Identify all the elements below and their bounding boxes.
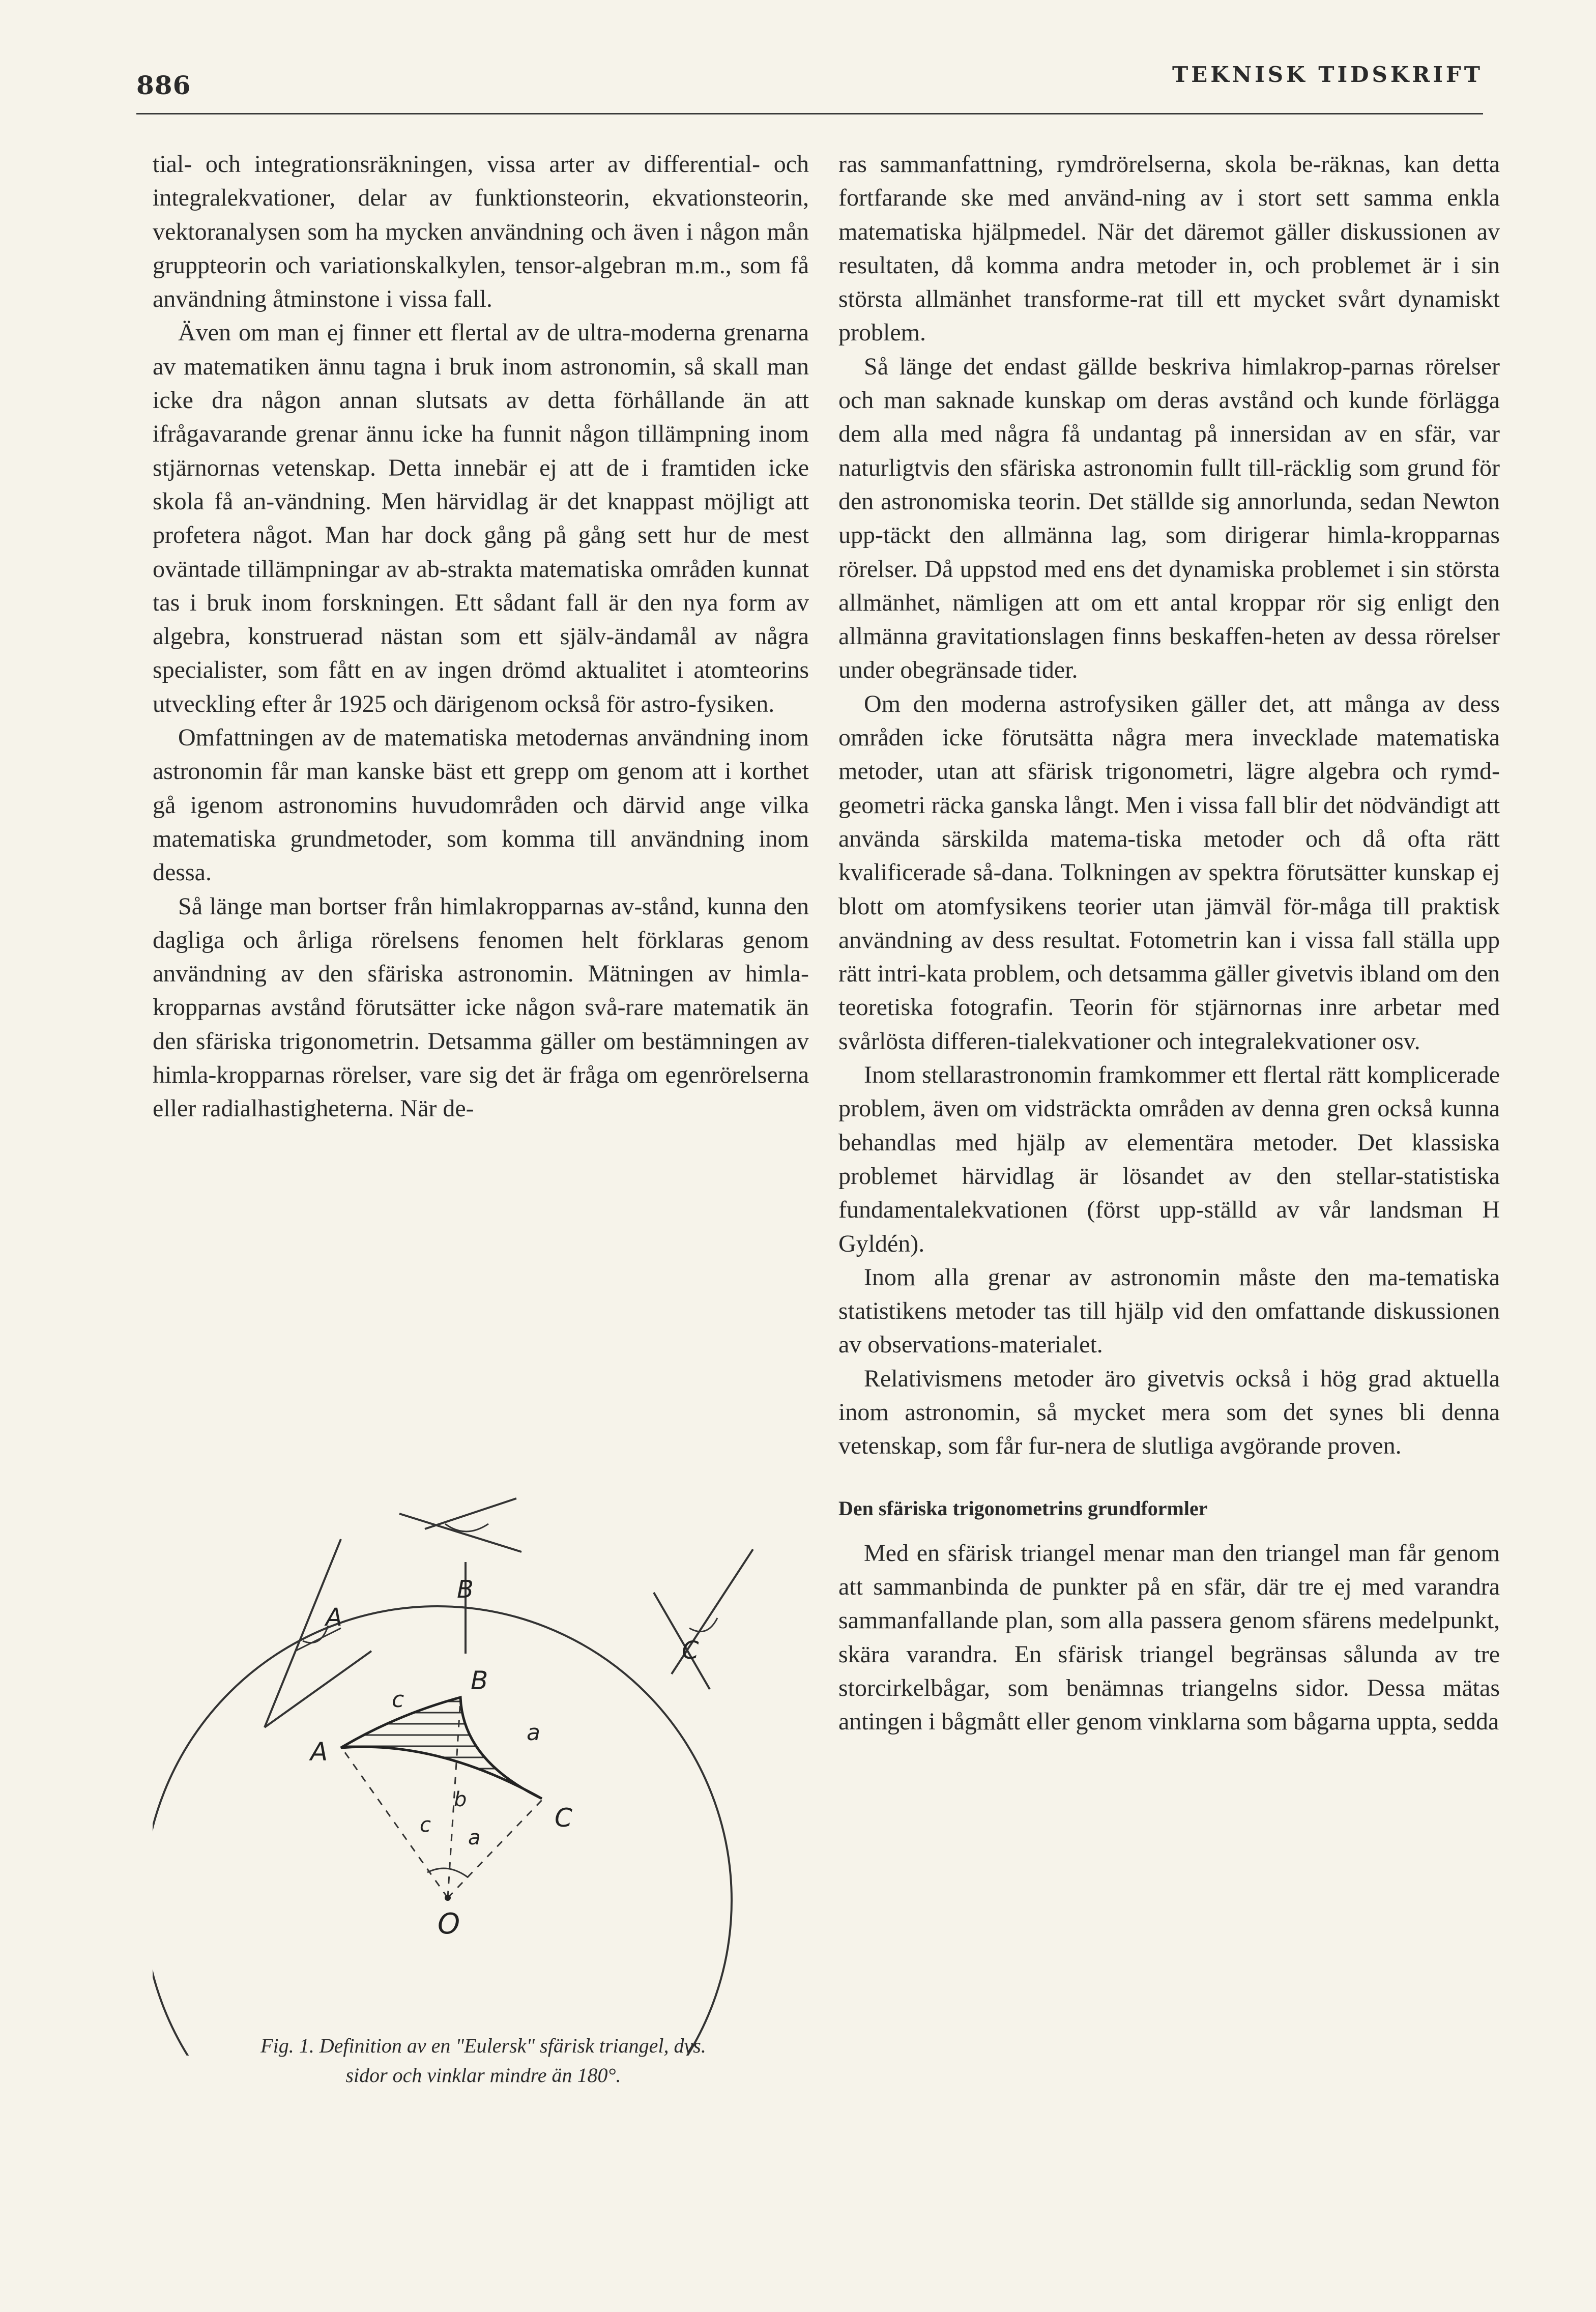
page-number: 886: [136, 70, 191, 100]
section-heading: Den sfäriska trigonometrins grundformler: [838, 1496, 1208, 1520]
figure-caption: [153, 2031, 814, 2090]
label-angle-c: C: [682, 1636, 699, 1665]
paragraph: Så länge man bortser från himlakropparnas av-stånd, kunna den dagliga och årliga rörelsens fenomen helt förklaras genom användning av den sfäriska astronomin. Mätningen av himla-kropparnas avstånd förutsätter icke någon svå-rare matematik än den sfäriska trigonometrin. Detsamma gäller om bestämningen av himla-kropparnas rörelser, vare sig det är fråga om egenrörelserna eller radialhastigheterna. När de-: [153, 892, 809, 1122]
sphere-outline: [153, 1606, 732, 2056]
paragraph: Även om man ej finner ett flertal av de ultra-moderna grenarna av matematiken ännu tagna i bruk inom astronomin, så skall man icke dra någon annan slutsats av detta förhållande än att ifrågavarande grenar ännu icke ha funnit någon tillämpning inom stjärnornas vetenskap. Detta innebär ej att de i framtiden icke skola få an-vändning. Men härvidlag är det knappast möjligt att profetera något. Man har dock gång på gång sett hur de mest oväntade tillämpningar av ab-strakta matematiska områden kunnat tas i bruk inom forskningen. Ett sådant fall är den nya form av algebra, konstruerad nästan som ett själv-ändamål av några specialister, som fått en av ingen drömd aktualitet i atomteorins utveckling efter år 1925 och därigenom också för astro-fysiken.: [153, 319, 809, 717]
label-angle-a: A: [326, 1603, 342, 1632]
label-vertex-c: C: [555, 1803, 572, 1833]
journal-title: TEKNISK TIDSKRIFT: [1172, 62, 1483, 87]
header-rule: [136, 113, 1483, 114]
label-angle-b: B: [457, 1575, 474, 1604]
label-center-o: O: [438, 1908, 460, 1941]
paragraph: Omfattningen av de matematiska metodernas användning inom astronomin får man kanske bäst ett grepp om genom att i korthet gå igenom astronomins huvudområden och därvid ange vilka matematiska grundmetoder, som komma till användning inom dessa.: [153, 724, 809, 886]
spherical-triangle-abc: [341, 1697, 542, 1799]
paragraph: Relativismens metoder äro givetvis också i hög grad aktuella inom astronomin, så mycket mera som det synes bli denna vetenskap, som får fur-nera de slutliga avgörande proven.: [838, 1365, 1500, 1460]
paragraph: Med en sfärisk triangel menar man den triangel man får genom att sammanbinda de punkter på en sfär, där tre ej med varandra sammanfallande plan, som alla passera genom sfärens medelpunkt, skära varandra. En sfärisk triangel begränsas sålunda av tre storcirkelbågar, som benämnas triangelns sidor. Dessa mätas antingen i bågmått eller genom vinklarna som bågarna uppta, sedda: [838, 1539, 1500, 1736]
paragraph: tial- och integrationsräkningen, vissa arter av differential- och integralekvationer, delar av funktionsteorin, ekvationsteorin, vektoranalysen som ha mycken användning och även i någon mån gruppteorin och variationskalkylen, tensor-algebran m.m., som få användning åtminstone i vissa fall.: [153, 151, 809, 313]
paragraph: Inom stellarastronomin framkommer ett flertal rätt komplicerade problem, även om vidsträckta områden av denna gren också kunna behandlas med hjälp av elementära metoder. Det klassiska problemet härvidlag är lösandet av den stellar-statistiska fundamentalekvationen (först upp-ställd av vår landsman H Gyldén).: [838, 1061, 1500, 1257]
figure-spherical-triangle: [153, 1476, 814, 2096]
left-column: [153, 148, 809, 1126]
paragraph: Om den moderna astrofysiken gäller det, att många av dess områden icke förutsätta några mera invecklade matematiska metoder, utan att sfärisk trigonometri, lägre algebra och rymd-geometri räcka ganska långt. Men i vissa fall blir det nödvändigt att använda särskilda matema-tiska metoder och då ofta rätt kvalificerade så-dana. Tolkningen av spektra förutsätter kunskap ej blott om atomfysikens teorier utan jämväl för-måga till praktisk användning av dess resultat. Fotometrin kan i vissa fall ställa upp rätt intri-kata problem, och detsamma gäller givetvis ibland om den teoretiska fotografin. Teorin för stjärnornas inre arbetar med svårlösta differen-tialekvationer och integralekvationer osv.: [838, 690, 1500, 1055]
label-vertex-a: A: [310, 1737, 328, 1767]
label-central-c: c: [420, 1813, 431, 1837]
label-vertex-b: B: [471, 1666, 488, 1695]
spherical-triangle-diagram: [153, 1476, 814, 2056]
figure-caption-line: sidor och vinklar mindre än 180°.: [345, 2064, 621, 2087]
paragraph: Inom alla grenar av astronomin måste den ma-tematiska statistikens metoder tas till hjälp vid den omfattande diskussionen av observations-materialet.: [838, 1263, 1500, 1359]
label-side-c: c: [392, 1687, 404, 1713]
label-central-a: a: [468, 1826, 481, 1849]
figure-caption-line: Fig. 1. Definition av en "Eulersk" sfärisk triangel, dvs.: [260, 2034, 706, 2057]
paragraph: Så länge det endast gällde beskriva himlakrop-parnas rörelser och man saknade kunskap om deras avstånd och kunde förlägga dem alla med några få undantag på innersidan av en sfär, var naturligtvis den sfäriska astronomin fullt till-räcklig som grund för den astronomiska teorin. Det ställde sig annorlunda, sedan Newton upp-täckt den allmänna lag, som dirigerar himla-kropparnas rörelser. Då uppstod med ens det dynamiska problemet i sin största allmänhet, nämligen att om ett antal kroppar rör sig enligt den allmänna gravitationslagen finns beskaffen-heten av dessa rörelser under obegränsade tider.: [838, 353, 1500, 684]
label-central-b: b: [454, 1788, 467, 1811]
right-column: [838, 148, 1500, 1739]
paragraph: ras sammanfattning, rymdrörelserna, skola be-räknas, kan detta fortfarande ske med använd-ning av i stort sett samma enkla matematiska hjälpmedel. När det däremot gäller diskussionen av resultaten, då komma andra metoder in, och problemet är i sin största allmänhet transforme-rat till ett mycket svårt dynamiskt problem.: [838, 151, 1500, 346]
label-side-a: a: [527, 1720, 540, 1746]
